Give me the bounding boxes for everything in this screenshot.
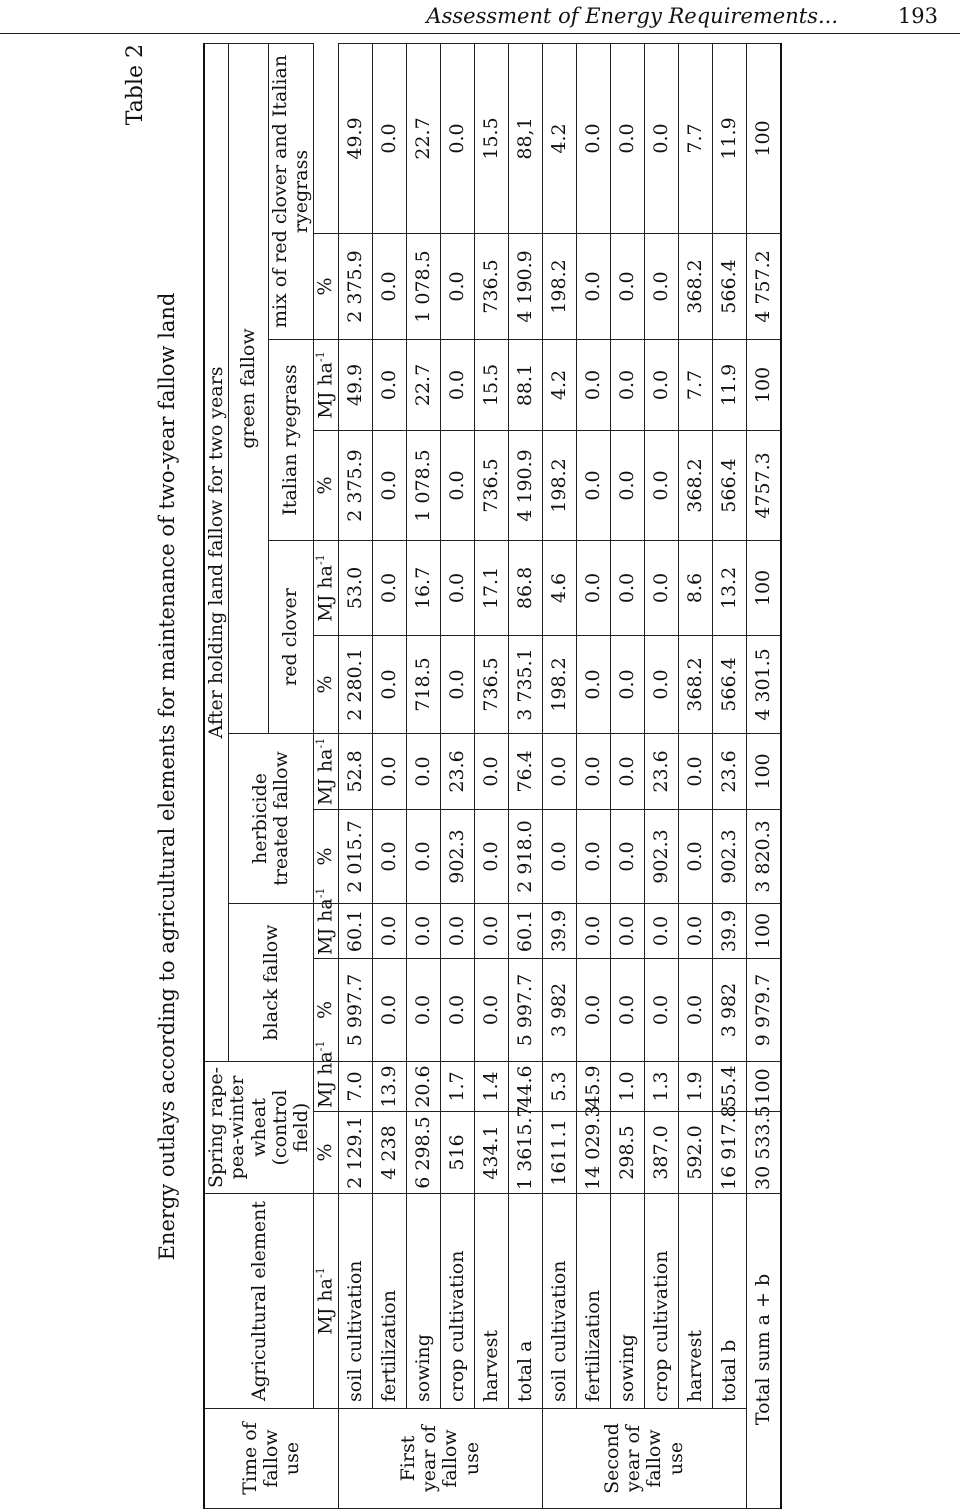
table-caption: Energy outlays according to agricultural elements for maintenance of two-year fallow land [155, 292, 179, 1261]
table-cell: 0.0 [678, 733, 712, 809]
table-cell: 86.8 [508, 540, 542, 635]
row-label: crop cultivation [440, 1194, 474, 1409]
table-cell: 60.1 [508, 903, 542, 958]
unit-percent-header: % [314, 1112, 339, 1194]
table-cell: 22.7 [406, 43, 440, 233]
table-cell: 736.5 [474, 635, 508, 733]
table-cell: 0.0 [440, 430, 474, 540]
header-agricultural-element: Agricultural element [204, 1194, 314, 1409]
table-cell: 1611.1 [542, 1112, 576, 1194]
table-cell: 7.7 [678, 339, 712, 430]
table-cell: 516 [440, 1112, 474, 1194]
page-number: 193 [897, 4, 938, 28]
table-row [746, 43, 781, 1508]
table-cell: 0.0 [644, 958, 678, 1061]
table-cell: 0.0 [372, 733, 406, 809]
table-cell: 718.5 [406, 635, 440, 733]
table-cell: 13.9 [372, 1061, 406, 1111]
table-cell: 566.4 [712, 635, 746, 733]
table-cell: 30 533.5 [746, 1112, 781, 1194]
unit-mj-header: MJ $ha^{-1}$ [314, 339, 339, 430]
table-cell: 0.0 [644, 339, 678, 430]
header-row-1 [204, 43, 229, 1508]
table-cell: 0.0 [610, 809, 644, 903]
table-cell: 0.0 [644, 540, 678, 635]
header-time-of-fallow-use: Time of fallow use [204, 1409, 338, 1509]
table-cell: 368.2 [678, 635, 712, 733]
table-cell: 0.0 [610, 540, 644, 635]
table-cell: 0.0 [610, 430, 644, 540]
table-cell: 55.4 [712, 1061, 746, 1111]
table-cell: 736.5 [474, 233, 508, 339]
table-cell: 2 375.9 [338, 233, 372, 339]
table-cell: 566.4 [712, 233, 746, 339]
unit-mj-header: MJ $ha^{-1}$ [314, 1194, 339, 1409]
header-black-fallow: black fallow [229, 903, 314, 1061]
unit-mj-header: MJ $ha^{-1}$ [314, 733, 339, 809]
table-cell: 5 997.7 [338, 958, 372, 1061]
table-cell: 8.6 [678, 540, 712, 635]
header-unit-row [314, 43, 339, 1508]
table-cell: 0.0 [474, 733, 508, 809]
table-cell: 0.0 [440, 43, 474, 233]
header-red-clover: red clover [268, 540, 314, 733]
table-cell: 100 [746, 43, 781, 233]
table-cell: 2 129.1 [338, 1112, 372, 1194]
table-cell: 0.0 [440, 903, 474, 958]
table-cell: 1.3 [644, 1061, 678, 1111]
table-cell: 0.0 [610, 339, 644, 430]
row-label: soil cultivation [542, 1194, 576, 1409]
table-cell: 387.0 [644, 1112, 678, 1194]
table-row [644, 43, 678, 1508]
unit-percent-header: % [314, 809, 339, 903]
table-cell: 0.0 [576, 733, 610, 809]
table-cell: 0.0 [610, 233, 644, 339]
row-label: total b [712, 1194, 746, 1409]
table-cell: 16.7 [406, 540, 440, 635]
unit-mj-header: MJ $ha^{-1}$ [314, 540, 339, 635]
row-label: harvest [474, 1194, 508, 1409]
table-cell: 0.0 [474, 903, 508, 958]
header-italian-ryegrass: Italian ryegrass [268, 339, 314, 540]
header-after-holding: After holding land fallow for two years [204, 43, 229, 1061]
table-cell: 0.0 [610, 733, 644, 809]
table-cell: 434.1 [474, 1112, 508, 1194]
table-cell: 0.0 [440, 635, 474, 733]
table-cell: 0.0 [372, 43, 406, 233]
table-cell: 0.0 [372, 635, 406, 733]
table-row [712, 43, 746, 1508]
table-cell: 22.7 [406, 339, 440, 430]
table-cell: 198.2 [542, 430, 576, 540]
table-cell: 5.3 [542, 1061, 576, 1111]
unit-percent-header: % [314, 430, 339, 540]
running-title: Assessment of Energy Requirements... [426, 4, 838, 28]
table-cell: 0.0 [576, 233, 610, 339]
table-cell: 0.0 [644, 430, 678, 540]
table-cell: 7.0 [338, 1061, 372, 1111]
table-cell: 0.0 [372, 233, 406, 339]
table-cell: 0.0 [372, 430, 406, 540]
table-cell: 902.3 [712, 809, 746, 903]
table-cell: 0.0 [644, 43, 678, 233]
table-cell: 4.2 [542, 43, 576, 233]
table-cell: 0.0 [610, 958, 644, 1061]
table-cell: 3 982 [712, 958, 746, 1061]
table-cell: 0.0 [644, 233, 678, 339]
table-row [338, 43, 372, 1508]
table-cell: 53.0 [338, 540, 372, 635]
table-cell: 88.1 [508, 339, 542, 430]
unit-percent-header: % [314, 958, 339, 1061]
table-cell: 0.0 [542, 809, 576, 903]
group-second-year: Second year of fallow use [542, 1409, 746, 1509]
table-cell: 902.3 [644, 809, 678, 903]
table-cell: 23.6 [712, 733, 746, 809]
rotated-table-block [95, 44, 845, 1509]
table-cell: 5 997.7 [508, 958, 542, 1061]
table-cell: 0.0 [372, 809, 406, 903]
table-cell: 566.4 [712, 430, 746, 540]
header-herbicide-fallow: herbicide treated fallow [229, 733, 314, 903]
table-cell: 4.2 [542, 339, 576, 430]
table-cell: 1.0 [610, 1061, 644, 1111]
unit-percent-header: % [314, 635, 339, 733]
table-cell: 17.1 [474, 540, 508, 635]
table-cell: 0.0 [440, 540, 474, 635]
table-cell: 902.3 [440, 809, 474, 903]
table-cell: 0.0 [576, 43, 610, 233]
table-cell: 0.0 [542, 733, 576, 809]
table-cell: 23.6 [440, 733, 474, 809]
table-cell: 100 [746, 903, 781, 958]
table-cell: 592.0 [678, 1112, 712, 1194]
table-cell: 736.5 [474, 430, 508, 540]
table-cell: 20.6 [406, 1061, 440, 1111]
table-cell: 0.0 [644, 635, 678, 733]
table-cell: 0.0 [576, 903, 610, 958]
table-cell: 49.9 [338, 43, 372, 233]
row-label: sowing [406, 1194, 440, 1409]
table-cell: 3 820.3 [746, 809, 781, 903]
unit-percent-header: % [314, 233, 339, 339]
table-cell: 4.6 [542, 540, 576, 635]
table-cell: 44.6 [508, 1061, 542, 1111]
table-cell: 0.0 [372, 958, 406, 1061]
row-label: Total sum a + b [746, 1194, 781, 1509]
table-cell: 0.0 [406, 903, 440, 958]
table-cell: 0.0 [576, 339, 610, 430]
table-cell: 23.6 [644, 733, 678, 809]
row-label: sowing [610, 1194, 644, 1409]
row-label: soil cultivation [338, 1194, 372, 1409]
table-cell: 2 375.9 [338, 430, 372, 540]
table-cell: 198.2 [542, 635, 576, 733]
table-cell: 4 301.5 [746, 635, 781, 733]
row-label: crop cultivation [644, 1194, 678, 1409]
table-label: Table 2 [123, 44, 148, 126]
table-row [576, 43, 610, 1508]
table-cell: 100 [746, 540, 781, 635]
table-cell: 100 [746, 339, 781, 430]
table-cell: 0.0 [678, 903, 712, 958]
header-control-field: Spring rape-pea-winter wheat (control field) [204, 1061, 314, 1193]
table-cell: 3 735.1 [508, 635, 542, 733]
table-cell: 1.4 [474, 1061, 508, 1111]
table-cell: 15.5 [474, 43, 508, 233]
table-cell: 6 298.5 [406, 1112, 440, 1194]
table-cell: 13.2 [712, 540, 746, 635]
table-cell: 39.9 [542, 903, 576, 958]
energy-outlays-table [203, 43, 782, 1509]
table-cell: 0.0 [610, 903, 644, 958]
table-row [406, 43, 440, 1508]
table-cell: 0.0 [406, 809, 440, 903]
table-cell: 49.9 [338, 339, 372, 430]
table-cell: 0.0 [678, 809, 712, 903]
row-label: fertilization [576, 1194, 610, 1409]
table-row [440, 43, 474, 1508]
table-cell: 52.8 [338, 733, 372, 809]
table-cell: 0.0 [610, 635, 644, 733]
table-cell: 1.7 [440, 1061, 474, 1111]
table-cell: 0.0 [610, 43, 644, 233]
table-cell: 368.2 [678, 233, 712, 339]
table-cell: 100 [746, 733, 781, 809]
table-cell: 45.9 [576, 1061, 610, 1111]
table-cell: 0.0 [440, 958, 474, 1061]
table-row [474, 43, 508, 1508]
table-cell: 0.0 [678, 958, 712, 1061]
table-cell: 0.0 [406, 733, 440, 809]
table-row [678, 43, 712, 1508]
table-cell: 100 [746, 1061, 781, 1111]
table-cell: 0.0 [576, 635, 610, 733]
table-cell: 88,1 [508, 43, 542, 233]
table-cell: 0.0 [474, 958, 508, 1061]
table-cell: 0.0 [406, 958, 440, 1061]
table-cell: 0.0 [576, 430, 610, 540]
row-label: harvest [678, 1194, 712, 1409]
table-cell: 4757.3 [746, 430, 781, 540]
table-cell: 0.0 [440, 339, 474, 430]
unit-mj-header: MJ $ha^{-1}$ [314, 903, 339, 958]
running-header [0, 0, 960, 34]
table-cell: 0.0 [644, 903, 678, 958]
table-cell: 3 982 [542, 958, 576, 1061]
table-cell: 198.2 [542, 233, 576, 339]
table-row [542, 43, 576, 1508]
table-cell: 4 190.9 [508, 233, 542, 339]
table-cell: 4 238 [372, 1112, 406, 1194]
table-cell: 0.0 [372, 339, 406, 430]
table-cell: 2 015.7 [338, 809, 372, 903]
table-cell: 14 029.3 [576, 1112, 610, 1194]
row-label: total a [508, 1194, 542, 1409]
table-cell: 76.4 [508, 733, 542, 809]
table-cell: 4 190.9 [508, 430, 542, 540]
table-cell: 1.9 [678, 1061, 712, 1111]
table-cell: 4 757.2 [746, 233, 781, 339]
table-cell: 7.7 [678, 43, 712, 233]
table-cell: 0.0 [576, 958, 610, 1061]
table-cell: 2 280.1 [338, 635, 372, 733]
table-cell: 0.0 [576, 540, 610, 635]
table-cell: 0.0 [474, 809, 508, 903]
table-row [508, 43, 542, 1508]
header-mix: mix of red clover and Italian ryegrass [268, 43, 314, 339]
table-cell: 15.5 [474, 339, 508, 430]
header-green-fallow: green fallow [229, 43, 269, 733]
table-cell: 1 3615.7 [508, 1112, 542, 1194]
table-cell: 39.9 [712, 903, 746, 958]
table-cell: 11.9 [712, 43, 746, 233]
table-cell: 368.2 [678, 430, 712, 540]
table-cell: 11.9 [712, 339, 746, 430]
table-cell: 0.0 [372, 540, 406, 635]
table-cell: 0.0 [372, 903, 406, 958]
table-cell: 1 078.5 [406, 233, 440, 339]
table-cell: 0.0 [576, 809, 610, 903]
table-row [610, 43, 644, 1508]
row-label: fertilization [372, 1194, 406, 1409]
table-cell: 298.5 [610, 1112, 644, 1194]
table-cell: 16 917.8 [712, 1112, 746, 1194]
table-cell: 1 078.5 [406, 430, 440, 540]
table-cell: 60.1 [338, 903, 372, 958]
group-first-year: First year of fallow use [338, 1409, 542, 1509]
table-cell: 2 918.0 [508, 809, 542, 903]
table-row [372, 43, 406, 1508]
table-cell: 9 979.7 [746, 958, 781, 1061]
unit-mj-header: MJ $ha^{-1}$ [314, 1061, 339, 1111]
table-cell: 0.0 [440, 233, 474, 339]
